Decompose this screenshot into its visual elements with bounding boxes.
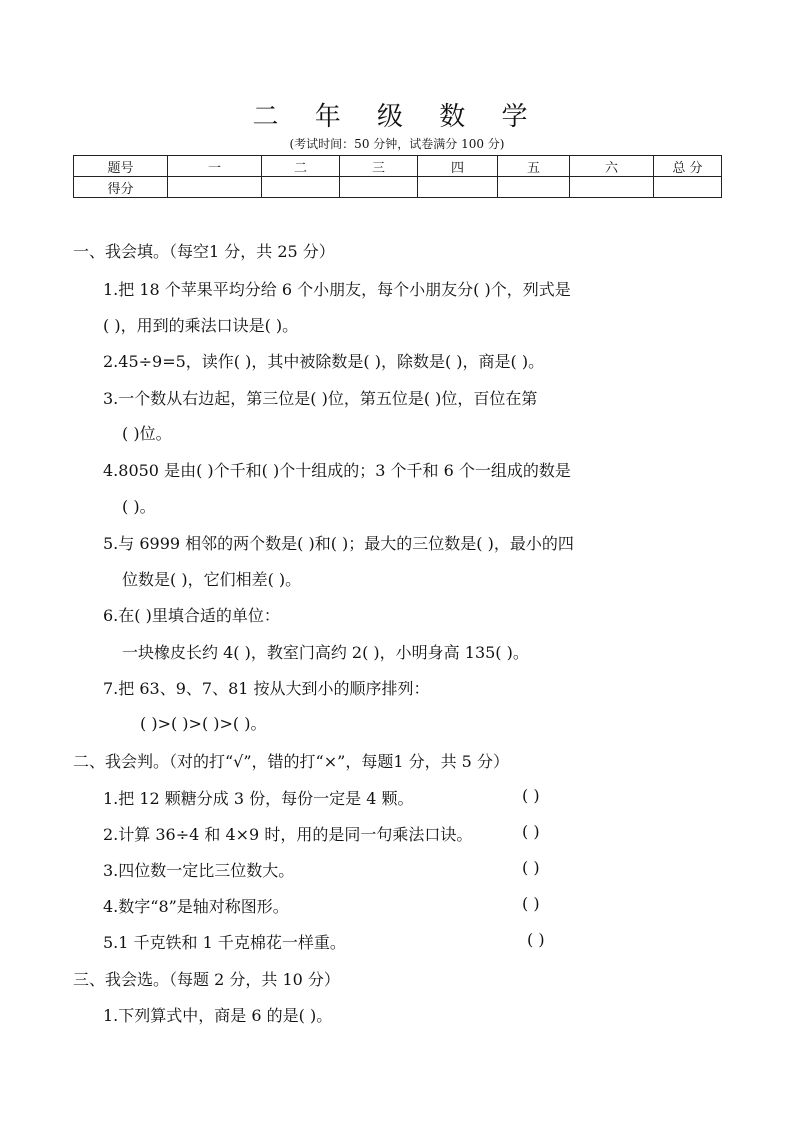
judge-bracket[interactable]: ( ) <box>522 858 540 877</box>
score-header-cell: 总 分 <box>654 156 722 177</box>
question-1-3-cont: ( )位。 <box>122 424 172 443</box>
judge-item: 5.1 千克铁和 1 千克棉花一样重。 <box>103 933 346 952</box>
question-1-3: 3.一个数从右边起，第三位是( )位，第五位是( )位，百位在第 <box>103 389 538 408</box>
score-header-cell: 二 <box>262 156 340 177</box>
score-row-label: 得分 <box>74 177 168 198</box>
question-3-1: 1.下列算式中，商是 6 的是( )。 <box>103 1006 333 1025</box>
judge-bracket[interactable]: ( ) <box>522 786 540 805</box>
score-cell[interactable] <box>570 177 654 198</box>
score-header-cell: 六 <box>570 156 654 177</box>
score-cell[interactable] <box>498 177 570 198</box>
section2-heading: 二、我会判。（对的打“√”，错的打“×”，每题1 分，共 5 分） <box>73 752 509 771</box>
score-cell[interactable] <box>340 177 418 198</box>
score-header-cell: 四 <box>418 156 498 177</box>
judge-item: 1.把 12 颗糖分成 3 份，每份一定是 4 颗。 <box>103 789 414 808</box>
judge-item: 3.四位数一定比三位数大。 <box>103 861 295 880</box>
question-1-5: 5.与 6999 相邻的两个数是( )和( )；最大的三位数是( )，最小的四 <box>103 534 574 553</box>
score-table <box>73 155 722 198</box>
score-table-score-row <box>74 177 722 198</box>
judge-item: 4.数字“8”是轴对称图形。 <box>103 897 289 916</box>
score-cell[interactable] <box>654 177 722 198</box>
question-1-6-cont: 一块橡皮长约 4( )，教室门高约 2( )，小明身高 135( )。 <box>122 643 529 662</box>
score-cell[interactable] <box>168 177 262 198</box>
score-header-cell: 三 <box>340 156 418 177</box>
score-table-header-row <box>74 156 722 177</box>
question-1-4: 4.8050 是由( )个千和( )个十组成的；3 个千和 6 个一组成的数是 <box>103 461 571 480</box>
score-header-cell: 一 <box>168 156 262 177</box>
judge-item: 2.计算 36÷4 和 4×9 时，用的是同一句乘法口诀。 <box>103 825 473 844</box>
judge-bracket[interactable]: ( ) <box>522 822 540 841</box>
score-header-cell: 五 <box>498 156 570 177</box>
question-1-1-cont: ( )，用到的乘法口诀是( )。 <box>103 316 299 335</box>
score-cell[interactable] <box>418 177 498 198</box>
question-1-1: 1.把 18 个苹果平均分给 6 个小朋友，每个小朋友分( )个，列式是 <box>103 280 571 299</box>
question-1-2: 2.45÷9=5，读作( )，其中被除数是( )，除数是( )，商是( )。 <box>103 352 545 371</box>
judge-bracket[interactable]: ( ) <box>527 930 545 949</box>
section3-heading: 三、我会选。（每题 2 分，共 10 分） <box>73 970 340 989</box>
section1-heading: 一、我会填。（每空1 分，共 25 分） <box>73 242 335 261</box>
question-1-7: 7.把 63、9、7、81 按从大到小的顺序排列： <box>103 679 430 698</box>
question-1-5-cont: 位数是( )，它们相差( )。 <box>122 570 302 589</box>
score-cell[interactable] <box>262 177 340 198</box>
judge-bracket[interactable]: ( ) <box>522 894 540 913</box>
question-1-4-cont: ( )。 <box>122 497 156 516</box>
exam-info: (考试时间：50 分钟，试卷满分 100 分) <box>289 137 505 151</box>
score-header-cell: 题号 <box>74 156 168 177</box>
question-1-6: 6.在( )里填合适的单位： <box>103 606 280 625</box>
question-1-7-cont: ( )>( )>( )>( )。 <box>140 714 267 733</box>
page-title: 二 年 级 数 学 <box>252 102 542 132</box>
